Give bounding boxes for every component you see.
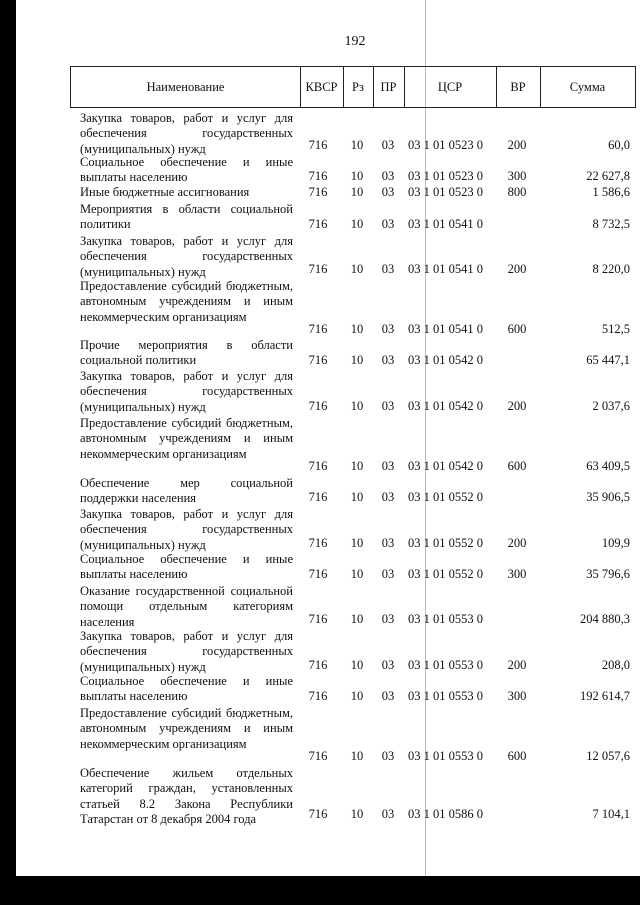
row-vr: 200	[507, 657, 527, 672]
row-csr: 03 1 01 0586 0	[408, 806, 483, 821]
row-kvsr: 716	[308, 688, 328, 703]
row-pr: 03	[381, 168, 395, 183]
row-sum: 63 409,5	[586, 458, 630, 473]
row-vr: 200	[507, 261, 527, 276]
header-pr: ПР	[380, 80, 397, 94]
row-kvsr: 716	[308, 458, 328, 473]
row-rz: 10	[350, 137, 364, 152]
row-rz: 10	[350, 535, 364, 550]
row-csr: 03 1 01 0542 0	[408, 352, 483, 367]
row-vr: 800	[507, 184, 527, 199]
row-csr: 03 1 01 0553 0	[408, 657, 483, 672]
row-rz: 10	[350, 611, 364, 626]
header-csr: ЦСР	[437, 80, 463, 94]
row-name: Закупка товаров, работ и услуг для обеспечения государственных (муниципальных) нужд	[80, 234, 293, 279]
header-kvsr: КВСР	[305, 80, 338, 94]
row-rz: 10	[350, 261, 364, 276]
row-rz: 10	[350, 168, 364, 183]
row-name: Социальное обеспечение и иные выплаты населению	[80, 552, 293, 582]
row-name: Социальное обеспечение и иные выплаты населению	[80, 674, 293, 704]
header-rz: Рз	[352, 80, 364, 94]
row-pr: 03	[381, 137, 395, 152]
row-kvsr: 716	[308, 535, 328, 550]
row-kvsr: 716	[308, 566, 328, 581]
table-row	[0, 507, 640, 551]
table-row	[0, 552, 640, 582]
row-csr: 03 1 01 0553 0	[408, 611, 483, 626]
row-name: Прочие мероприятия в области социальной политики	[80, 338, 293, 368]
row-pr: 03	[381, 216, 395, 231]
table-row	[0, 185, 640, 200]
table-row	[0, 234, 640, 277]
table-row	[0, 706, 640, 764]
row-rz: 10	[350, 566, 364, 581]
row-rz: 10	[350, 806, 364, 821]
row-vr: 300	[507, 566, 527, 581]
row-kvsr: 716	[308, 168, 328, 183]
row-name: Закупка товаров, работ и услуг для обеспечения государственных (муниципальных) нужд	[80, 629, 293, 674]
row-vr: 600	[507, 748, 527, 763]
row-csr: 03 1 01 0542 0	[408, 398, 483, 413]
row-kvsr: 716	[308, 748, 328, 763]
row-vr: 200	[507, 535, 527, 550]
row-csr: 03 1 01 0523 0	[408, 137, 483, 152]
row-csr: 03 1 01 0523 0	[408, 168, 483, 183]
row-pr: 03	[381, 458, 395, 473]
row-pr: 03	[381, 398, 395, 413]
row-vr: 600	[507, 458, 527, 473]
row-csr: 03 1 01 0541 0	[408, 261, 483, 276]
row-csr: 03 1 01 0552 0	[408, 489, 483, 504]
header-name: Наименование	[146, 80, 225, 94]
row-name: Предоставление субсидий бюджетным, автономным учреждениям и иным некоммерческим организациям	[80, 706, 293, 751]
row-sum: 65 447,1	[586, 352, 630, 367]
row-pr: 03	[381, 261, 395, 276]
row-pr: 03	[381, 352, 395, 367]
row-kvsr: 716	[308, 261, 328, 276]
row-sum: 8 220,0	[592, 261, 630, 276]
row-sum: 192 614,7	[580, 688, 630, 703]
row-vr: 600	[507, 321, 527, 336]
row-vr: 200	[507, 137, 527, 152]
row-name: Предоставление субсидий бюджетным, автономным учреждениям и иным некоммерческим организациям	[80, 279, 293, 324]
row-sum: 204 880,3	[580, 611, 630, 626]
row-kvsr: 716	[308, 184, 328, 199]
row-kvsr: 716	[308, 321, 328, 336]
table-row	[0, 766, 640, 826]
row-rz: 10	[350, 657, 364, 672]
row-pr: 03	[381, 748, 395, 763]
row-name: Закупка товаров, работ и услуг для обеспечения государственных (муниципальных) нужд	[80, 369, 293, 414]
row-rz: 10	[350, 489, 364, 504]
table-row	[0, 674, 640, 704]
row-rz: 10	[350, 398, 364, 413]
row-pr: 03	[381, 321, 395, 336]
row-rz: 10	[350, 216, 364, 231]
table-row	[0, 202, 640, 232]
row-name: Закупка товаров, работ и услуг для обеспечения государственных (муниципальных) нужд	[80, 111, 293, 156]
row-name: Мероприятия в области социальной политики	[80, 202, 293, 232]
row-sum: 60,0	[608, 137, 630, 152]
row-rz: 10	[350, 748, 364, 763]
header-sum: Сумма	[569, 80, 606, 94]
header-vr: ВР	[510, 80, 526, 94]
table-row	[0, 279, 640, 337]
row-name: Предоставление субсидий бюджетным, автономным учреждениям и иным некоммерческим организациям	[80, 416, 293, 461]
row-kvsr: 716	[308, 806, 328, 821]
table-row	[0, 629, 640, 673]
row-rz: 10	[350, 321, 364, 336]
row-rz: 10	[350, 184, 364, 199]
row-sum: 8 732,5	[592, 216, 630, 231]
row-pr: 03	[381, 184, 395, 199]
table-row	[0, 338, 640, 368]
row-sum: 109,9	[601, 535, 630, 550]
row-csr: 03 1 01 0552 0	[408, 566, 483, 581]
scan-edge-bottom	[0, 876, 640, 905]
row-csr: 03 1 01 0541 0	[408, 321, 483, 336]
row-kvsr: 716	[308, 611, 328, 626]
row-vr: 200	[507, 398, 527, 413]
row-sum: 35 906,5	[586, 489, 630, 504]
row-pr: 03	[381, 489, 395, 504]
row-name: Оказание государственной социальной помощи отдельным категориям населения	[80, 584, 293, 629]
row-name: Иные бюджетные ассигнования	[80, 185, 250, 199]
row-kvsr: 716	[308, 216, 328, 231]
table-row	[0, 416, 640, 474]
row-sum: 22 627,8	[586, 168, 630, 183]
row-csr: 03 1 01 0523 0	[408, 184, 483, 199]
row-pr: 03	[381, 611, 395, 626]
row-kvsr: 716	[308, 489, 328, 504]
row-kvsr: 716	[308, 657, 328, 672]
row-sum: 35 796,6	[586, 566, 630, 581]
row-name: Обеспечение мер социальной поддержки населения	[80, 476, 293, 506]
row-rz: 10	[350, 352, 364, 367]
row-kvsr: 716	[308, 137, 328, 152]
table-row	[0, 584, 640, 627]
row-csr: 03 1 01 0553 0	[408, 748, 483, 763]
row-rz: 10	[350, 688, 364, 703]
row-name: Закупка товаров, работ и услуг для обеспечения государственных (муниципальных) нужд	[80, 507, 293, 552]
table-row	[0, 155, 640, 184]
row-vr: 300	[507, 168, 527, 183]
row-csr: 03 1 01 0553 0	[408, 688, 483, 703]
table-row	[0, 369, 640, 414]
row-rz: 10	[350, 458, 364, 473]
table-row	[0, 476, 640, 505]
row-pr: 03	[381, 535, 395, 550]
row-kvsr: 716	[308, 398, 328, 413]
row-vr: 300	[507, 688, 527, 703]
row-sum: 7 104,1	[592, 806, 630, 821]
row-name: Обеспечение жильем отдельных категорий граждан, установленных статьей 8.2 Закона Республики Татарстан от 8 декабря 2004 года	[80, 766, 293, 826]
row-pr: 03	[381, 566, 395, 581]
row-sum: 1 586,6	[592, 184, 630, 199]
table-row	[0, 111, 640, 156]
row-pr: 03	[381, 657, 395, 672]
row-csr: 03 1 01 0542 0	[408, 458, 483, 473]
row-sum: 512,5	[601, 321, 630, 336]
row-csr: 03 1 01 0552 0	[408, 535, 483, 550]
row-csr: 03 1 01 0541 0	[408, 216, 483, 231]
row-pr: 03	[381, 688, 395, 703]
page-number: 192	[344, 34, 366, 49]
row-kvsr: 716	[308, 352, 328, 367]
row-pr: 03	[381, 806, 395, 821]
row-sum: 2 037,6	[592, 398, 630, 413]
row-sum: 12 057,6	[586, 748, 630, 763]
row-name: Социальное обеспечение и иные выплаты населению	[80, 155, 293, 185]
row-sum: 208,0	[601, 657, 630, 672]
